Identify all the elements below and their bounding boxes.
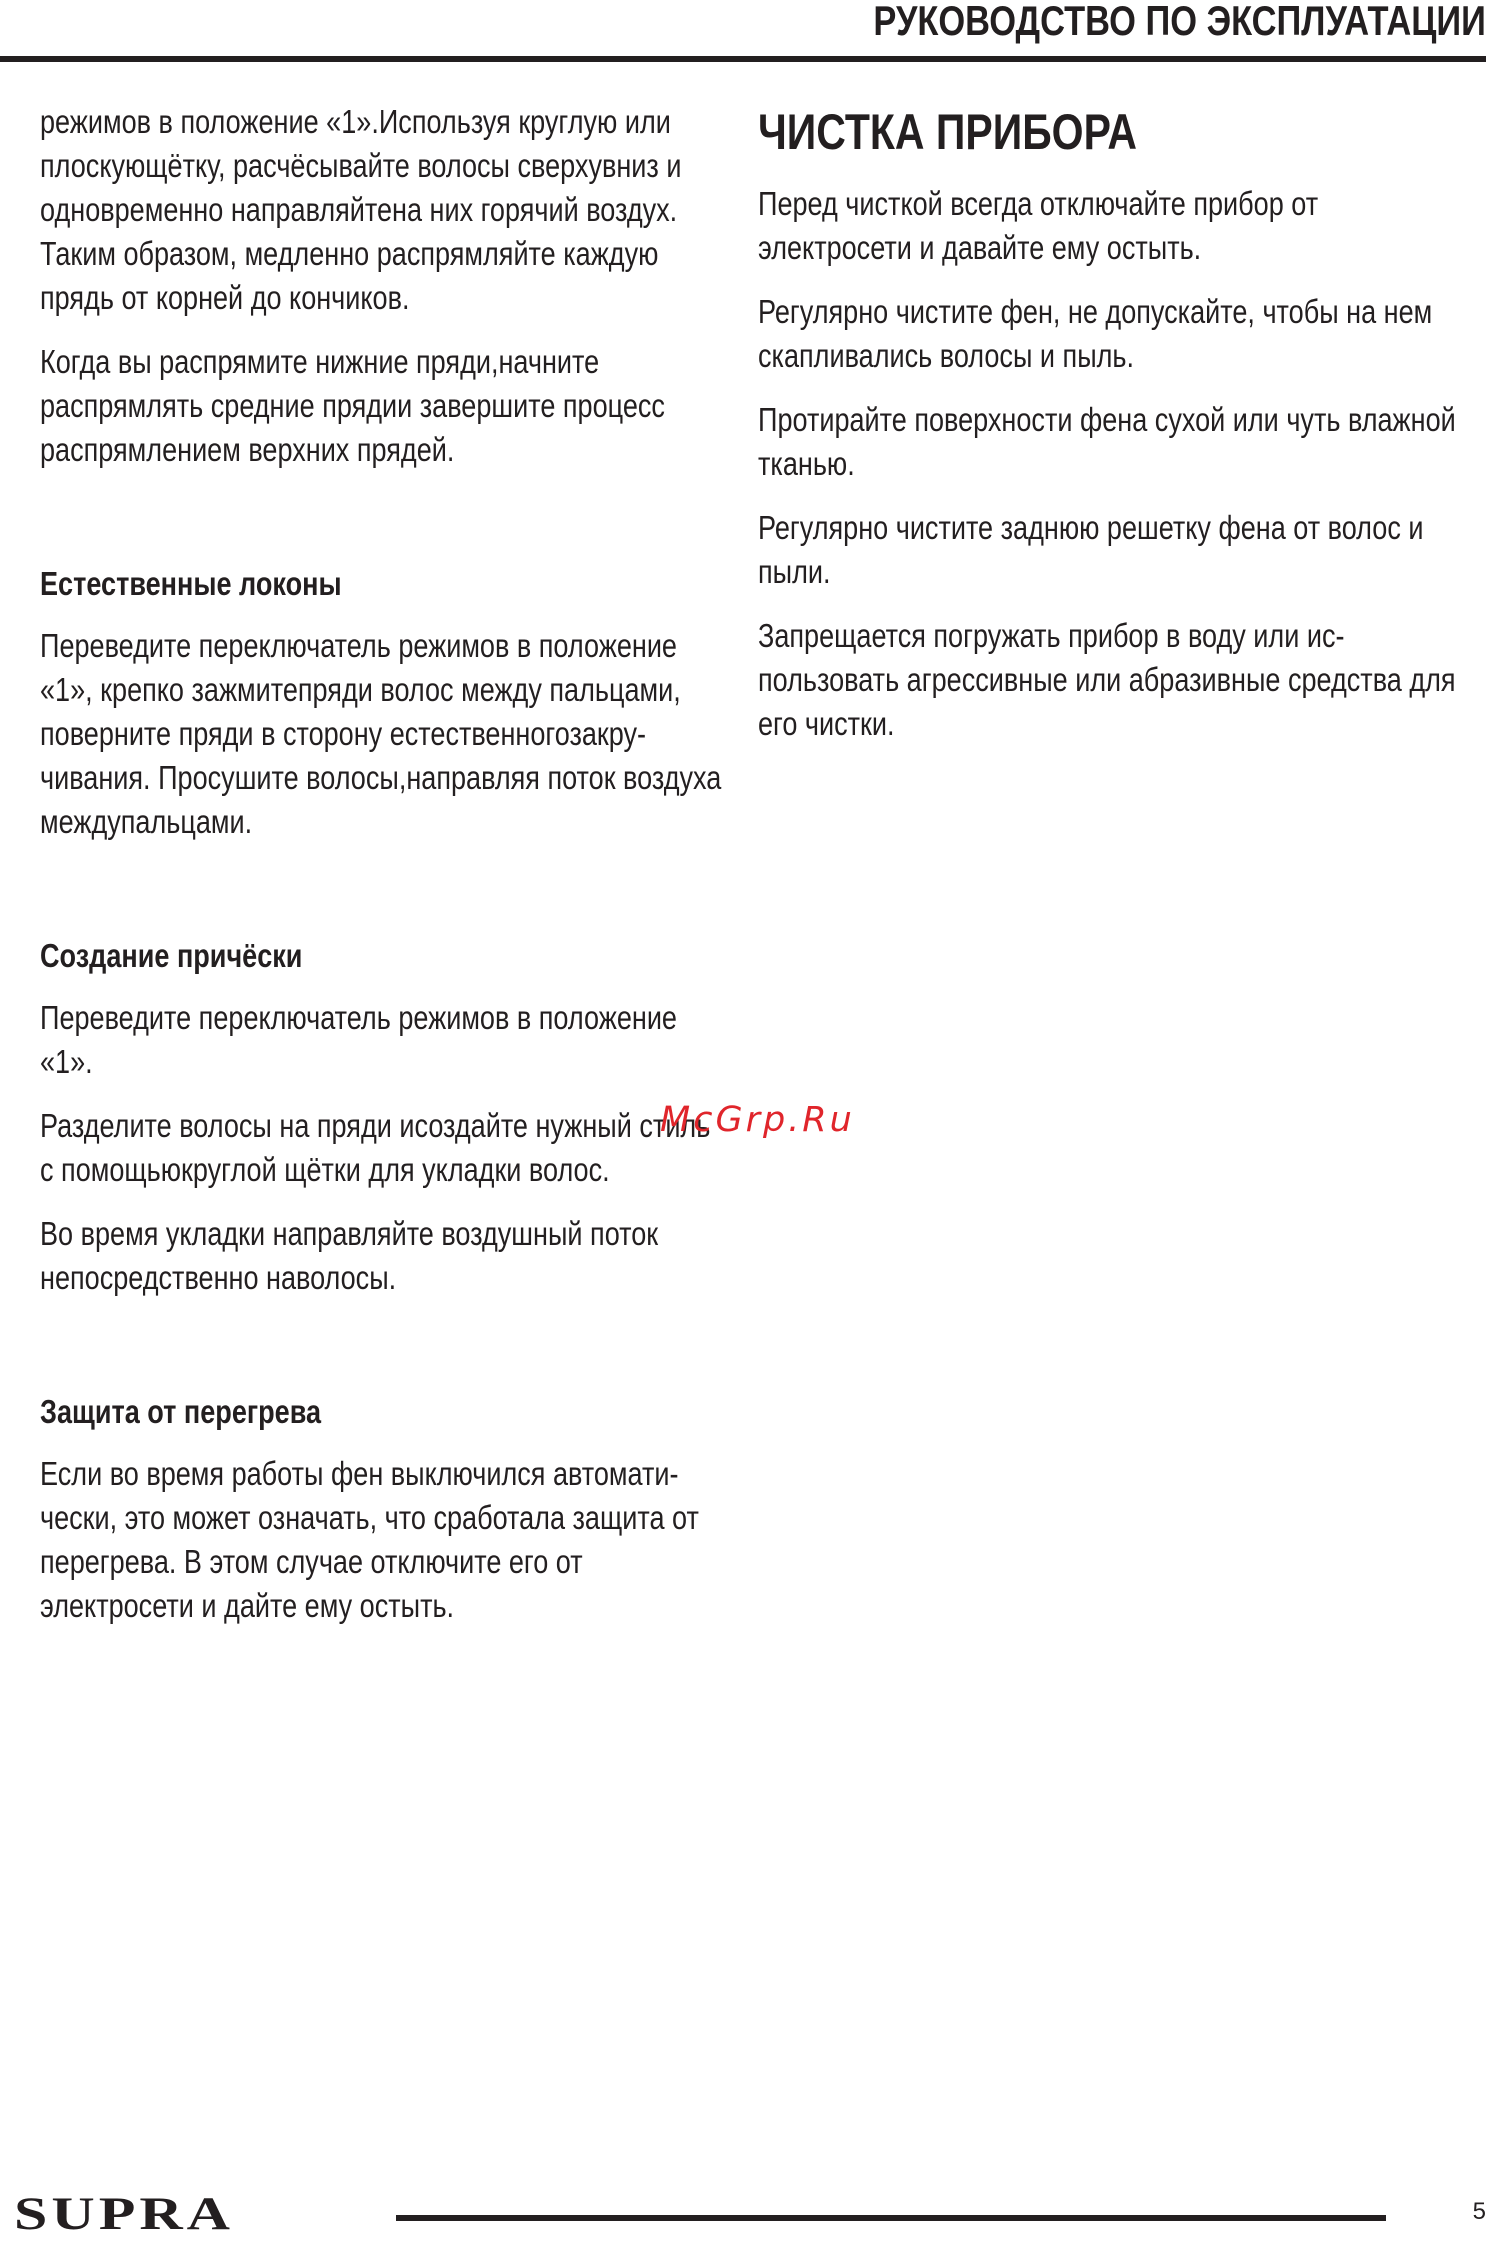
intro-paragraph-1: режимов в положение «1».Используя круглую или плоскующётку, расчёсывайте волосы сверхувниз и одновременно направляйтена них горячий воздух. Таким образом, медленно распрямляйте каждую прядь от корней до кончиков.	[40, 103, 682, 316]
natural-curls-heading: Естественные локоны	[40, 565, 342, 602]
styling-paragraph-3: Во время укладки направляйте воздушный поток непосредственно наволосы.	[40, 1215, 659, 1296]
cleaning-paragraph-2: Регулярно чистите фен, не допускайте, чтобы на нем скапливались волосы и пыль.	[758, 293, 1433, 374]
styling-heading: Создание причёски	[40, 937, 303, 974]
right-column	[758, 100, 1458, 766]
intro-paragraph-2: Когда вы распрямите нижние пряди,начните распрямлять средние прядии завершите процесс распрямлением верхних прядей.	[40, 343, 665, 468]
natural-curls-paragraph-1: Переведите переключатель режимов в положение «1», крепко зажмитепряди волос между пальцами, поверните пряди в сторону естественногозакру-чивания. Просушите волосы,направляя поток воздуха междупальцами.	[40, 627, 722, 840]
cleaning-section-title: ЧИСТКА ПРИБОРА	[758, 104, 1137, 160]
supra-logo: SUPRA	[14, 2187, 235, 2240]
styling-paragraph-1: Переведите переключатель режимов в положение «1».	[40, 999, 677, 1080]
left-column	[40, 100, 730, 1648]
overheat-heading: Защита от перегрева	[40, 1393, 322, 1430]
cleaning-paragraph-3: Протирайте поверхности фена сухой или чуть влажной тканью.	[758, 401, 1456, 482]
cleaning-paragraph-5: Запрещается погружать прибор в воду или ис-пользовать агрессивные или абразивные средства для его чистки.	[758, 617, 1456, 742]
cleaning-paragraph-4: Регулярно чистите заднюю решетку фена от волос и пыли.	[758, 509, 1424, 590]
cleaning-paragraph-1: Перед чисткой всегда отключайте прибор от электросети и давайте ему остыть.	[758, 185, 1319, 266]
header-divider	[0, 56, 1486, 62]
document-header-title: РУКОВОДСТВО ПО ЭКСПЛУАТАЦИИ	[873, 0, 1486, 44]
styling-paragraph-2: Разделите волосы на пряди исоздайте нужный стиль с помощьюкруглой щётки для укладки волос.	[40, 1107, 711, 1188]
watermark-link[interactable]: McGrp.Ru	[660, 1100, 855, 1140]
page-number: 5	[1472, 2198, 1486, 2225]
footer-divider	[396, 2215, 1386, 2221]
overheat-paragraph-1: Если во время работы фен выключился автомати-чески, это может означать, что сработала защита от перегрева. В этом случае отключите его от электросети и дайте ему остыть.	[40, 1455, 699, 1624]
